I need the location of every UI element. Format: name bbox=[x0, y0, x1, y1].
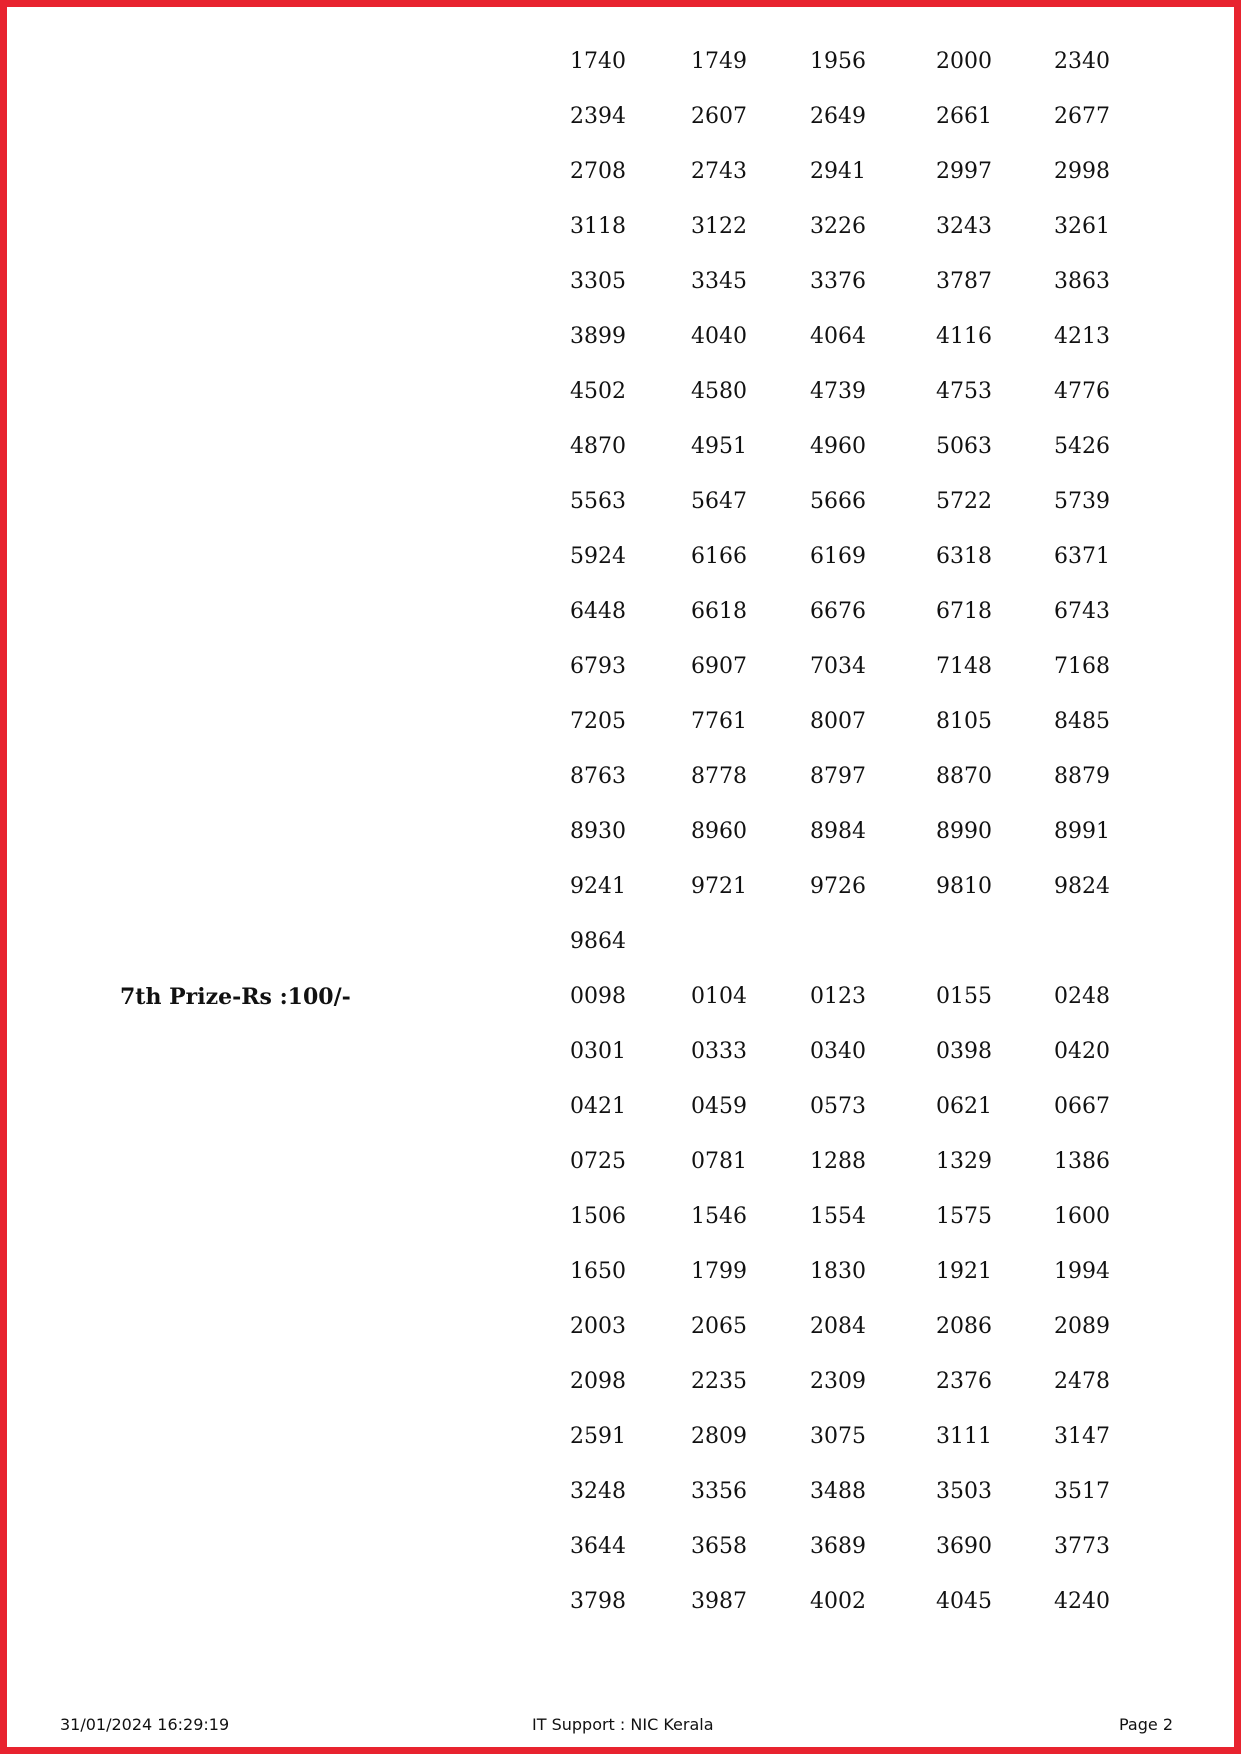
ticket-number: 1288 bbox=[810, 1149, 866, 1174]
table-row bbox=[0, 1417, 1241, 1457]
table-row bbox=[0, 207, 1241, 247]
ticket-number: 9864 bbox=[570, 929, 626, 954]
ticket-number: 9810 bbox=[936, 874, 992, 899]
ticket-number: 0155 bbox=[936, 984, 992, 1009]
table-row bbox=[0, 812, 1241, 852]
ticket-number: 8879 bbox=[1054, 764, 1110, 789]
ticket-number: 4116 bbox=[936, 324, 992, 349]
ticket-number: 4064 bbox=[810, 324, 866, 349]
ticket-number: 2340 bbox=[1054, 49, 1110, 74]
ticket-number: 6793 bbox=[570, 654, 626, 679]
ticket-number: 0459 bbox=[691, 1094, 747, 1119]
ticket-number: 3111 bbox=[936, 1424, 992, 1449]
ticket-number: 6618 bbox=[691, 599, 747, 624]
table-row bbox=[0, 1142, 1241, 1182]
ticket-number: 3261 bbox=[1054, 214, 1110, 239]
ticket-number: 3345 bbox=[691, 269, 747, 294]
ticket-number: 2649 bbox=[810, 104, 866, 129]
ticket-number: 0725 bbox=[570, 1149, 626, 1174]
ticket-number: 2998 bbox=[1054, 159, 1110, 184]
ticket-number: 3488 bbox=[810, 1479, 866, 1504]
table-row bbox=[0, 537, 1241, 577]
ticket-number: 8105 bbox=[936, 709, 992, 734]
ticket-number: 4870 bbox=[570, 434, 626, 459]
footer-timestamp: 31/01/2024 16:29:19 bbox=[60, 1715, 230, 1734]
ticket-number: 2708 bbox=[570, 159, 626, 184]
table-row bbox=[0, 922, 1241, 962]
ticket-number: 3118 bbox=[570, 214, 626, 239]
ticket-number: 2235 bbox=[691, 1369, 747, 1394]
ticket-number: 7034 bbox=[810, 654, 866, 679]
ticket-number: 3243 bbox=[936, 214, 992, 239]
ticket-number: 0781 bbox=[691, 1149, 747, 1174]
ticket-number: 8763 bbox=[570, 764, 626, 789]
ticket-number: 3987 bbox=[691, 1589, 747, 1614]
ticket-number: 3517 bbox=[1054, 1479, 1110, 1504]
ticket-number: 5426 bbox=[1054, 434, 1110, 459]
ticket-number: 4502 bbox=[570, 379, 626, 404]
ticket-number: 1386 bbox=[1054, 1149, 1110, 1174]
ticket-number: 1740 bbox=[570, 49, 626, 74]
ticket-number: 1554 bbox=[810, 1204, 866, 1229]
table-row bbox=[0, 372, 1241, 412]
ticket-number: 5924 bbox=[570, 544, 626, 569]
ticket-number: 3899 bbox=[570, 324, 626, 349]
ticket-number: 2941 bbox=[810, 159, 866, 184]
ticket-number: 5722 bbox=[936, 489, 992, 514]
ticket-number: 2086 bbox=[936, 1314, 992, 1339]
ticket-number: 1546 bbox=[691, 1204, 747, 1229]
ticket-number: 3122 bbox=[691, 214, 747, 239]
ticket-number: 8930 bbox=[570, 819, 626, 844]
ticket-number: 7205 bbox=[570, 709, 626, 734]
ticket-number: 5739 bbox=[1054, 489, 1110, 514]
ticket-number: 1830 bbox=[810, 1259, 866, 1284]
ticket-number: 2000 bbox=[936, 49, 992, 74]
ticket-number: 0333 bbox=[691, 1039, 747, 1064]
ticket-number: 4776 bbox=[1054, 379, 1110, 404]
ticket-number: 2677 bbox=[1054, 104, 1110, 129]
ticket-number: 1600 bbox=[1054, 1204, 1110, 1229]
ticket-number: 1506 bbox=[570, 1204, 626, 1229]
ticket-number: 8984 bbox=[810, 819, 866, 844]
ticket-number: 1749 bbox=[691, 49, 747, 74]
ticket-number: 6169 bbox=[810, 544, 866, 569]
ticket-number: 8485 bbox=[1054, 709, 1110, 734]
ticket-number: 4045 bbox=[936, 1589, 992, 1614]
ticket-number: 3689 bbox=[810, 1534, 866, 1559]
ticket-number: 0420 bbox=[1054, 1039, 1110, 1064]
ticket-number: 8778 bbox=[691, 764, 747, 789]
ticket-number: 2809 bbox=[691, 1424, 747, 1449]
ticket-number: 8990 bbox=[936, 819, 992, 844]
ticket-number: 5063 bbox=[936, 434, 992, 459]
ticket-number: 1799 bbox=[691, 1259, 747, 1284]
ticket-number: 3248 bbox=[570, 1479, 626, 1504]
ticket-number: 2607 bbox=[691, 104, 747, 129]
table-row bbox=[0, 867, 1241, 907]
ticket-number: 9721 bbox=[691, 874, 747, 899]
ticket-number: 4040 bbox=[691, 324, 747, 349]
ticket-number: 0667 bbox=[1054, 1094, 1110, 1119]
ticket-number: 2376 bbox=[936, 1369, 992, 1394]
ticket-number: 4213 bbox=[1054, 324, 1110, 349]
table-row bbox=[0, 1472, 1241, 1512]
ticket-number: 4002 bbox=[810, 1589, 866, 1614]
ticket-number: 0123 bbox=[810, 984, 866, 1009]
ticket-number: 7761 bbox=[691, 709, 747, 734]
ticket-number: 8797 bbox=[810, 764, 866, 789]
ticket-number: 3690 bbox=[936, 1534, 992, 1559]
ticket-number: 8960 bbox=[691, 819, 747, 844]
ticket-number: 2478 bbox=[1054, 1369, 1110, 1394]
ticket-number: 2003 bbox=[570, 1314, 626, 1339]
ticket-number: 3356 bbox=[691, 1479, 747, 1504]
ticket-number: 3147 bbox=[1054, 1424, 1110, 1449]
ticket-number: 3503 bbox=[936, 1479, 992, 1504]
ticket-number: 1921 bbox=[936, 1259, 992, 1284]
ticket-number: 3658 bbox=[691, 1534, 747, 1559]
ticket-number: 9824 bbox=[1054, 874, 1110, 899]
ticket-number: 0573 bbox=[810, 1094, 866, 1119]
ticket-number: 4580 bbox=[691, 379, 747, 404]
ticket-number: 9241 bbox=[570, 874, 626, 899]
ticket-number: 3798 bbox=[570, 1589, 626, 1614]
ticket-number: 0248 bbox=[1054, 984, 1110, 1009]
ticket-number: 0621 bbox=[936, 1094, 992, 1119]
ticket-number: 9726 bbox=[810, 874, 866, 899]
table-row bbox=[0, 317, 1241, 357]
ticket-number: 3787 bbox=[936, 269, 992, 294]
ticket-number: 7148 bbox=[936, 654, 992, 679]
table-row bbox=[0, 1087, 1241, 1127]
table-row bbox=[0, 592, 1241, 632]
ticket-number: 3644 bbox=[570, 1534, 626, 1559]
ticket-number: 5563 bbox=[570, 489, 626, 514]
ticket-number: 2591 bbox=[570, 1424, 626, 1449]
ticket-number: 3305 bbox=[570, 269, 626, 294]
table-row bbox=[0, 1582, 1241, 1622]
table-row bbox=[0, 647, 1241, 687]
ticket-number: 0104 bbox=[691, 984, 747, 1009]
ticket-number: 0340 bbox=[810, 1039, 866, 1064]
ticket-number: 1994 bbox=[1054, 1259, 1110, 1284]
footer-page-number: Page 2 bbox=[1119, 1715, 1173, 1734]
table-row bbox=[0, 42, 1241, 82]
ticket-number: 2394 bbox=[570, 104, 626, 129]
ticket-number: 4960 bbox=[810, 434, 866, 459]
ticket-number: 6743 bbox=[1054, 599, 1110, 624]
ticket-number: 7168 bbox=[1054, 654, 1110, 679]
table-row bbox=[0, 1362, 1241, 1402]
ticket-number: 8007 bbox=[810, 709, 866, 734]
ticket-number: 2309 bbox=[810, 1369, 866, 1394]
table-row bbox=[0, 427, 1241, 467]
ticket-number: 3376 bbox=[810, 269, 866, 294]
table-row bbox=[0, 702, 1241, 742]
ticket-number: 1329 bbox=[936, 1149, 992, 1174]
ticket-number: 8870 bbox=[936, 764, 992, 789]
footer-support: IT Support : NIC Kerala bbox=[532, 1715, 714, 1734]
ticket-number: 2084 bbox=[810, 1314, 866, 1339]
ticket-number: 2065 bbox=[691, 1314, 747, 1339]
ticket-number: 5647 bbox=[691, 489, 747, 514]
ticket-number: 5666 bbox=[810, 489, 866, 514]
ticket-number: 2997 bbox=[936, 159, 992, 184]
ticket-number: 0398 bbox=[936, 1039, 992, 1064]
prize-label-7th: 7th Prize-Rs :100/- bbox=[120, 984, 351, 1010]
ticket-number: 2098 bbox=[570, 1369, 626, 1394]
ticket-number: 3773 bbox=[1054, 1534, 1110, 1559]
ticket-number: 4753 bbox=[936, 379, 992, 404]
ticket-number: 1575 bbox=[936, 1204, 992, 1229]
ticket-number: 4739 bbox=[810, 379, 866, 404]
ticket-number: 2661 bbox=[936, 104, 992, 129]
ticket-number: 6718 bbox=[936, 599, 992, 624]
ticket-number: 3075 bbox=[810, 1424, 866, 1449]
table-row bbox=[0, 97, 1241, 137]
ticket-number: 0301 bbox=[570, 1039, 626, 1064]
ticket-number: 3863 bbox=[1054, 269, 1110, 294]
ticket-number: 2743 bbox=[691, 159, 747, 184]
ticket-number: 6318 bbox=[936, 544, 992, 569]
ticket-number: 0421 bbox=[570, 1094, 626, 1119]
ticket-number: 3226 bbox=[810, 214, 866, 239]
table-row bbox=[0, 1527, 1241, 1567]
ticket-number: 6907 bbox=[691, 654, 747, 679]
table-row bbox=[0, 977, 1241, 1017]
ticket-number: 8991 bbox=[1054, 819, 1110, 844]
ticket-number: 6166 bbox=[691, 544, 747, 569]
ticket-number: 6676 bbox=[810, 599, 866, 624]
ticket-number: 6448 bbox=[570, 599, 626, 624]
ticket-number: 6371 bbox=[1054, 544, 1110, 569]
table-row bbox=[0, 1197, 1241, 1237]
ticket-number: 1650 bbox=[570, 1259, 626, 1284]
table-row bbox=[0, 757, 1241, 797]
table-row bbox=[0, 482, 1241, 522]
ticket-number: 4951 bbox=[691, 434, 747, 459]
ticket-number: 4240 bbox=[1054, 1589, 1110, 1614]
table-row bbox=[0, 1307, 1241, 1347]
table-row bbox=[0, 1252, 1241, 1292]
ticket-number: 0098 bbox=[570, 984, 626, 1009]
ticket-number: 2089 bbox=[1054, 1314, 1110, 1339]
table-row bbox=[0, 1032, 1241, 1072]
table-row bbox=[0, 152, 1241, 192]
ticket-number: 1956 bbox=[810, 49, 866, 74]
table-row bbox=[0, 262, 1241, 302]
